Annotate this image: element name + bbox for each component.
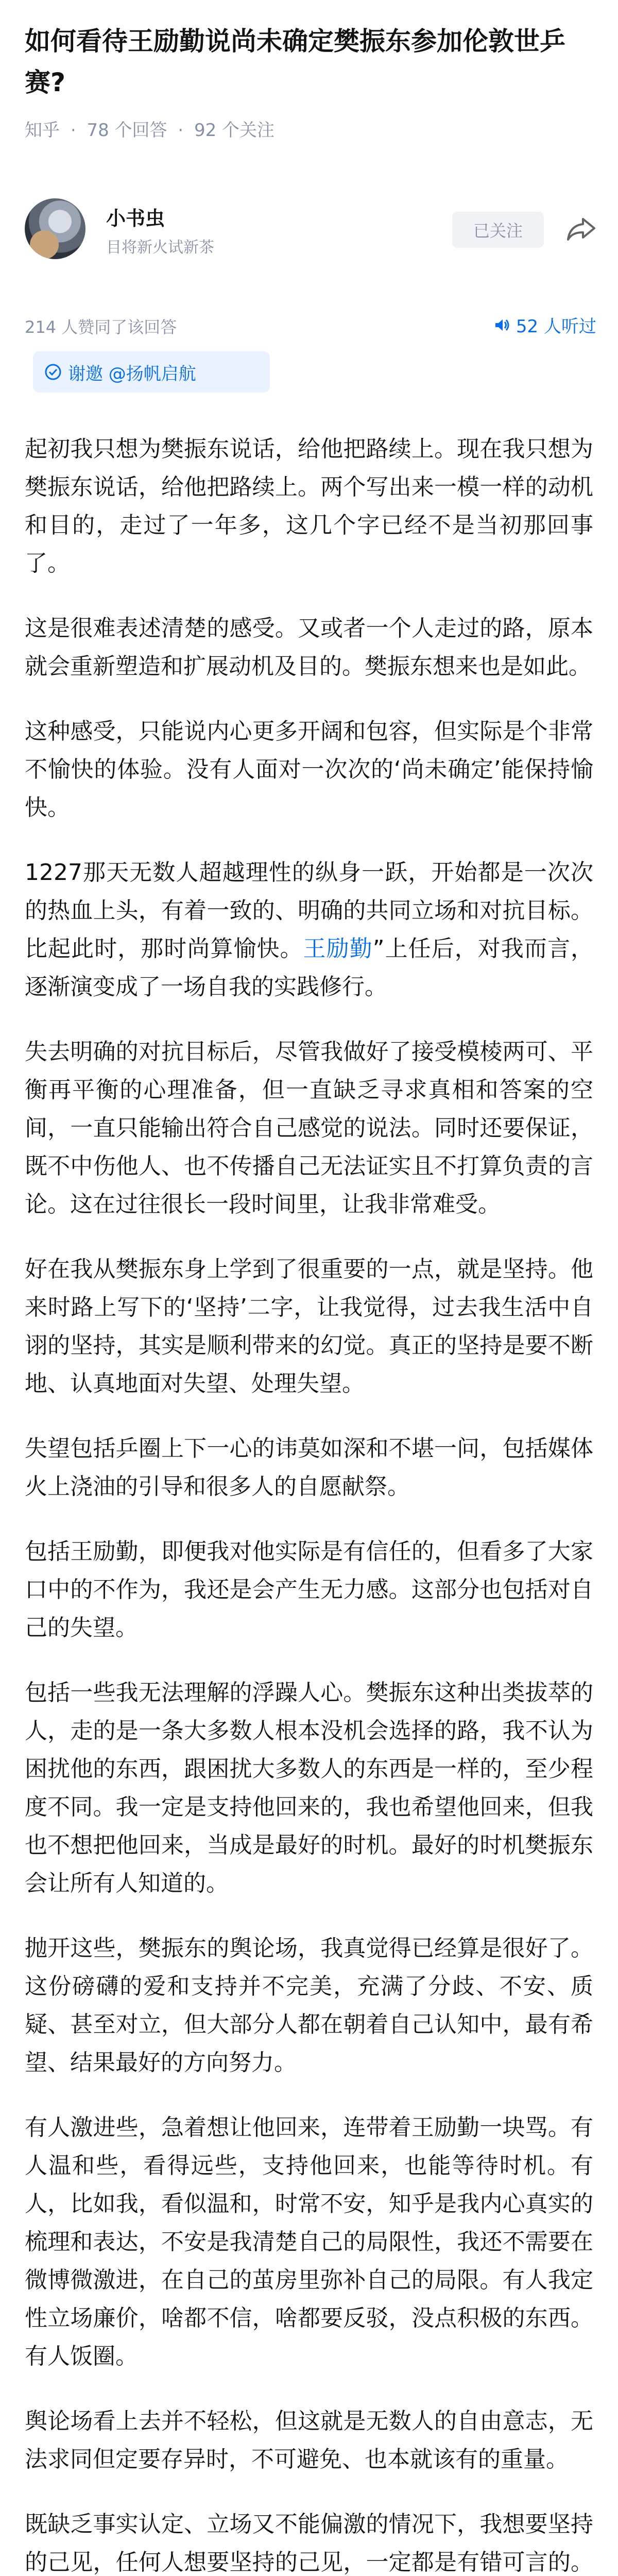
share-icon[interactable] (564, 212, 598, 246)
paragraph: 失去明确的对抗目标后，尽管我做好了接受模棱两可、平衡再平衡的心理准备，但一直缺乏寻求真相和答案的空间，一直只能输出符合自己感觉的说法。同时还要保证，既不中伤他人、也不传播自己无法证实且不打算负责的言论。这在过往很长一段时间里，让我非常难受。 (25, 1039, 593, 1217)
paragraph: 抛开这些，樊振东的舆论场，我真觉得已经算是很好了。这份磅礴的爱和支持并不完美，充满了分歧、不安、质疑、甚至对立，但大部分人都在朝着自己认知中，最有希望、结果最好的方向努力。 (25, 1935, 593, 2076)
invite-tag[interactable] (33, 351, 270, 393)
paragraph-text: 1227那天无数人超越理性的纵身一跃，开始都是一次次的热血上头，有着一致的、明确的共同立场和对抗目标。比起此时，那时尚算愉快。 (25, 859, 593, 962)
audio-icon (493, 316, 511, 334)
author-bio: 目将新火试新茶 (106, 239, 214, 257)
paragraph: 舆论场看上去并不轻松，但这就是无数人的自由意志，无法求同但定要存异时，不可避免、也本就该有的重量。 (25, 2408, 593, 2472)
paragraph: 这是很难表述清楚的感受。又或者一个人走过的路，原本就会重新塑造和扩展动机及目的。樊振东想来也是如此。 (25, 615, 593, 680)
paragraph-text: ”上任后，对我而言，逐渐演变成了一场自我的实践修行。 (25, 936, 594, 1000)
source-label: 知乎 (25, 120, 60, 141)
agree-count: 214 人赞同了该回答 (25, 317, 177, 337)
paragraph: 起初我只想为樊振东说话，给他把路续上。现在我只想为樊振东说话，给他把路续上。两个写出来一模一样的动机和目的，走过了一年多，这几个字已经不是当初那回事了。 (25, 436, 593, 577)
meta-dot: · (178, 120, 184, 141)
listen-count: 52 人听过 (516, 316, 596, 337)
paragraph: 既缺乏事实认定、立场又不能偏激的情况下，我想要坚持的己见，任何人想要坚持的己见，一定都是有错可言的。 (25, 2511, 593, 2575)
question-title[interactable]: 如何看待王励勤说尚未确定樊振东参加伦敦世乒赛? (25, 26, 565, 97)
question-meta (25, 116, 280, 141)
follower-count[interactable]: 92 个关注 (194, 120, 275, 141)
paragraph: 这种感受，只能说内心更多开阔和包容，但实际是个非常不愉快的体验。没有人面对一次次的‘尚未确定’能保持愉快。 (25, 718, 593, 821)
paragraph (25, 854, 593, 1006)
avatar[interactable] (25, 198, 85, 259)
mention-link[interactable]: 王励勤 (303, 936, 373, 962)
author-name[interactable]: 小书虫 (106, 207, 165, 230)
paragraph: 包括一些我无法理解的浮躁人心。樊振东这种出类拔萃的人，走的是一条大多数人根本没机会选择的路，我不认为困扰他的东西，跟困扰大多数人的东西是一样的，至少程度不同。我一定是支持他回来的，我也希望他回来，但我也不想把他回来，当成是最好的时机。最好的时机樊振东会让所有人知道的。 (25, 1680, 593, 1896)
paragraph: 好在我从樊振东身上学到了很重要的一点，就是坚持。他来时路上写下的‘坚持’二字，让我觉得，过去我生活中自诩的坚持，其实是顺利带来的幻觉。真正的坚持是要不断地、认真地面对失望、处理失望。 (25, 1256, 593, 1397)
follow-button[interactable]: 已关注 (452, 212, 544, 248)
answer-count[interactable]: 78 个回答 (87, 120, 167, 141)
paragraph: 包括王励勤，即便我对他实际是有信任的，但看多了大家口中的不作为，我还是会产生无力感。这部分也包括对自己的失望。 (25, 1538, 593, 1641)
author-card (25, 198, 596, 260)
paragraph: 有人激进些，急着想让他回来，连带着王励勤一块骂。有人温和些，看得远些，支持他回来，也能等待时机。有人，比如我，看似温和，时常不安，知乎是我内心真实的梳理和表达，不安是我清楚自己的局限性，我还不需要在微博微激进，在自己的茧房里弥补自己的局限。有人我定性立场廉价，啥都不信，啥都要反驳，没点积极的东西。有人饭圈。 (25, 2114, 593, 2369)
paragraph: 失望包括乒圈上下一心的讳莫如深和不堪一问，包括媒体火上浇油的引导和很多人的自愿献祭。 (25, 1435, 593, 1500)
answer-content (25, 430, 593, 2576)
invite-icon (44, 363, 62, 381)
listen-button[interactable] (493, 312, 596, 337)
invite-label: 谢邀 @扬帆启航 (68, 363, 196, 384)
meta-dot: · (70, 120, 76, 141)
answer-stats (25, 309, 596, 340)
